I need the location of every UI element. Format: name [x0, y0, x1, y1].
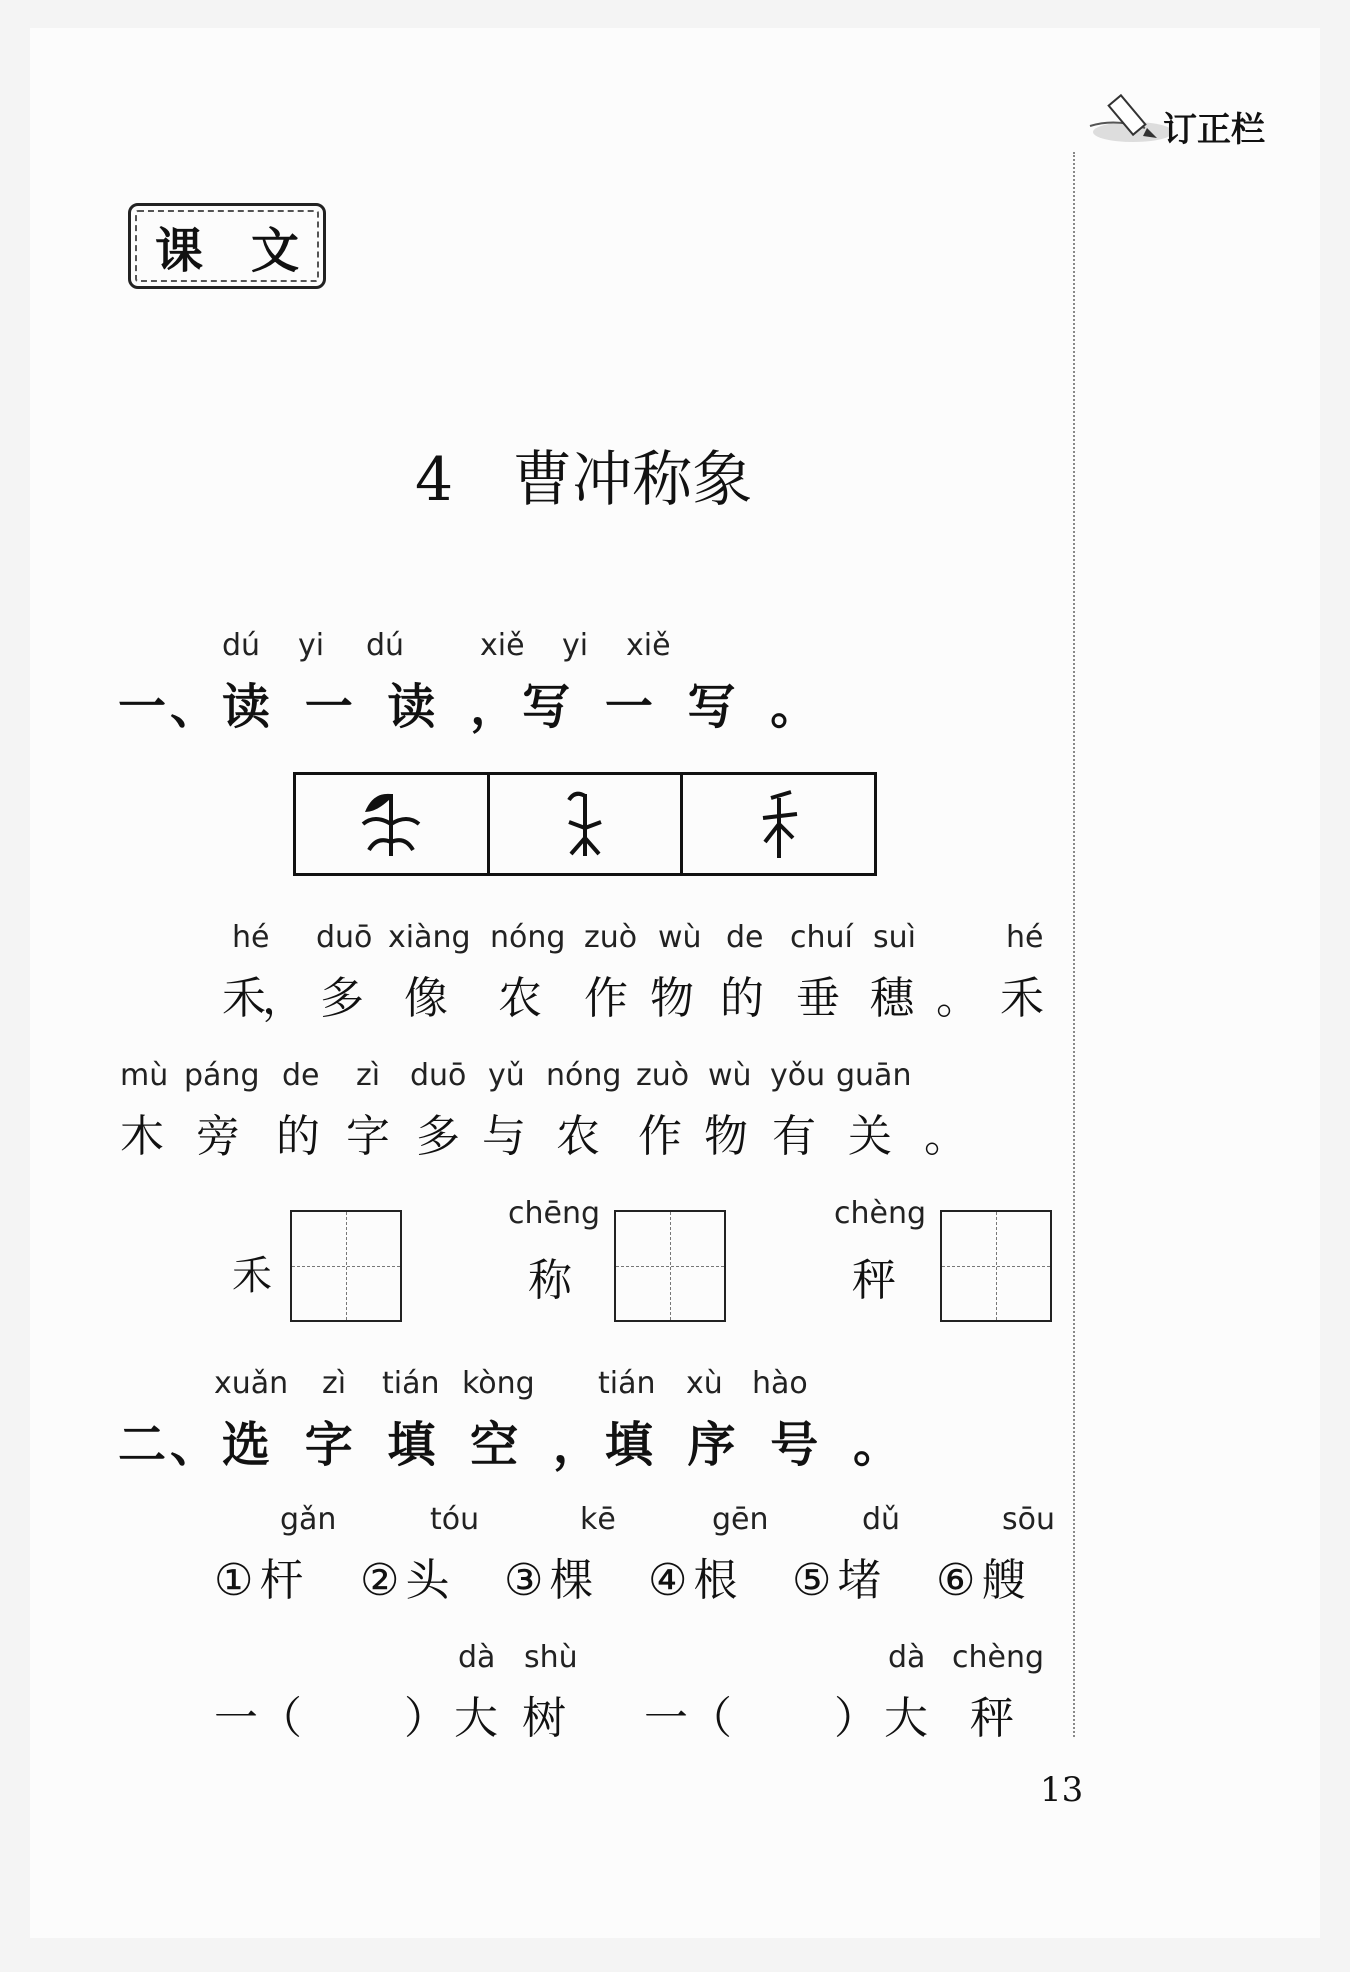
writing-grid[interactable]: [290, 1210, 402, 1322]
fill-word: 大: [884, 1693, 928, 1744]
pinyin: guān: [836, 1058, 912, 1093]
fill-pinyin: shù: [524, 1640, 578, 1675]
pinyin: zuò: [636, 1058, 690, 1093]
option-char: 杆: [259, 1555, 304, 1606]
section-tag: [128, 203, 326, 289]
option-pinyin: dǔ: [862, 1502, 901, 1537]
pinyin: zì: [356, 1058, 381, 1093]
pinyin: yi: [298, 628, 325, 663]
part1-heading: 一、读 一 读 ，写 一 写 。: [118, 679, 823, 735]
pinyin: nóng: [490, 920, 566, 955]
pinyin: xiàng: [388, 920, 471, 955]
option-char: 棵: [549, 1555, 594, 1606]
hanzi: 关: [848, 1111, 892, 1162]
pinyin: nóng: [546, 1058, 622, 1093]
oracle-bone-cell: [296, 775, 490, 873]
option-pinyin: tóu: [430, 1502, 480, 1537]
option-number: ②: [360, 1555, 400, 1606]
hanzi: 作: [638, 1111, 682, 1162]
option-char: 堵: [837, 1555, 882, 1606]
pinyin: duō: [316, 920, 373, 955]
character-evolution-grid: [293, 772, 877, 876]
correction-column-label: 订正栏: [1163, 110, 1265, 150]
fill-suffix: ）: [404, 1693, 448, 1744]
option-char: 艘: [981, 1555, 1026, 1606]
option-item: [936, 1544, 1025, 1608]
fill-word: 树: [522, 1693, 566, 1744]
option-pinyin: gǎn: [280, 1502, 337, 1537]
writing-grid[interactable]: [614, 1210, 726, 1322]
practice-char: 禾: [232, 1253, 272, 1299]
option-item: [504, 1544, 593, 1608]
hanzi: 的: [720, 973, 764, 1024]
writing-grid[interactable]: [940, 1210, 1052, 1322]
hanzi: 的: [276, 1111, 320, 1162]
fill-prefix: 一（: [214, 1693, 302, 1744]
hanzi: 多: [320, 973, 364, 1024]
hanzi: 旁: [196, 1111, 240, 1162]
fill-prefix: 一（: [644, 1693, 732, 1744]
part2-heading: 二、选 字 填 空 ，填 序 号 。: [118, 1417, 905, 1473]
pinyin: hào: [752, 1366, 808, 1401]
fill-pinyin: dà: [458, 1640, 496, 1675]
option-char: 根: [693, 1555, 738, 1606]
fill-word: 秤: [970, 1693, 1014, 1744]
pinyin: mù: [120, 1058, 169, 1093]
pinyin: duō: [410, 1058, 467, 1093]
hanzi: 。: [936, 973, 980, 1024]
practice-char: 称: [528, 1255, 572, 1306]
pinyin: wù: [658, 920, 702, 955]
pinyin: yǔ: [488, 1058, 525, 1093]
pinyin: páng: [184, 1058, 260, 1093]
pinyin: zuò: [584, 920, 638, 955]
pinyin: de: [726, 920, 764, 955]
correction-column-header: [1085, 88, 1300, 158]
pinyin: xiě: [626, 628, 671, 663]
pencil-icon: [1085, 88, 1175, 148]
hanzi: ，: [262, 973, 306, 1024]
option-pinyin: sōu: [1002, 1502, 1055, 1537]
practice-pinyin: chēng: [508, 1196, 601, 1231]
pinyin: tián: [598, 1366, 656, 1401]
option-item: [214, 1544, 303, 1608]
option-char: 头: [405, 1555, 450, 1606]
option-number: ④: [648, 1555, 688, 1606]
lesson-number: 4: [415, 445, 454, 515]
pinyin: tián: [382, 1366, 440, 1401]
option-pinyin: kē: [580, 1502, 616, 1537]
page-number: 13: [1040, 1770, 1084, 1810]
hanzi: 物: [704, 1111, 748, 1162]
section-tag-char-1: 课: [154, 222, 203, 279]
practice-char: 秤: [852, 1255, 896, 1306]
option-number: ⑥: [936, 1555, 976, 1606]
hanzi: 作: [584, 973, 628, 1024]
fill-word: 大: [454, 1693, 498, 1744]
option-item: [360, 1544, 449, 1608]
pinyin: dú: [222, 628, 261, 663]
fill-pinyin: chèng: [952, 1640, 1045, 1675]
section-tag-char-2: 文: [250, 222, 299, 279]
pinyin: yǒu: [770, 1058, 826, 1093]
pinyin: suì: [873, 920, 916, 955]
option-number: ⑤: [792, 1555, 832, 1606]
hanzi: 与: [482, 1111, 526, 1162]
pinyin: hé: [232, 920, 270, 955]
hanzi: 农: [498, 973, 542, 1024]
seal-script-cell: [683, 775, 874, 873]
correction-divider: [1073, 152, 1075, 1737]
hanzi: 。: [924, 1111, 968, 1162]
oracle-bone-he-glyph: [351, 784, 431, 864]
fill-suffix: ）: [834, 1693, 878, 1744]
hanzi: 禾: [222, 973, 266, 1024]
fill-blank[interactable]: [310, 1682, 410, 1732]
option-item: [792, 1544, 881, 1608]
hanzi: 垂: [796, 973, 840, 1024]
practice-pinyin: chèng: [834, 1196, 927, 1231]
hanzi: 有: [772, 1111, 816, 1162]
pinyin: hé: [1006, 920, 1044, 955]
option-pinyin: gēn: [712, 1502, 769, 1537]
hanzi: 穗: [870, 973, 914, 1024]
pinyin: yi: [562, 628, 589, 663]
hanzi: 多: [416, 1111, 460, 1162]
hanzi: 农: [556, 1111, 600, 1162]
pinyin: wù: [708, 1058, 752, 1093]
hanzi: 木: [120, 1111, 164, 1162]
pinyin: xuǎn: [214, 1366, 289, 1401]
pinyin: xù: [686, 1366, 723, 1401]
fill-pinyin: dà: [888, 1640, 926, 1675]
hanzi: 禾: [1000, 973, 1044, 1024]
hanzi: 像: [404, 973, 448, 1024]
pinyin: de: [282, 1058, 320, 1093]
bronze-he-glyph: [555, 784, 615, 864]
bronze-script-cell: [490, 775, 684, 873]
hanzi: 物: [650, 973, 694, 1024]
option-number: ①: [214, 1555, 254, 1606]
pinyin: dú: [366, 628, 405, 663]
option-item: [648, 1544, 737, 1608]
option-number: ③: [504, 1555, 544, 1606]
pinyin: zì: [322, 1366, 347, 1401]
regular-he-glyph: [749, 784, 809, 864]
hanzi: 字: [346, 1111, 390, 1162]
pinyin: xiě: [480, 628, 525, 663]
lesson-title: [415, 432, 752, 518]
lesson-name: 曹冲称象: [512, 445, 753, 515]
pinyin: kòng: [462, 1366, 535, 1401]
pinyin: chuí: [790, 920, 853, 955]
fill-blank[interactable]: [740, 1682, 840, 1732]
